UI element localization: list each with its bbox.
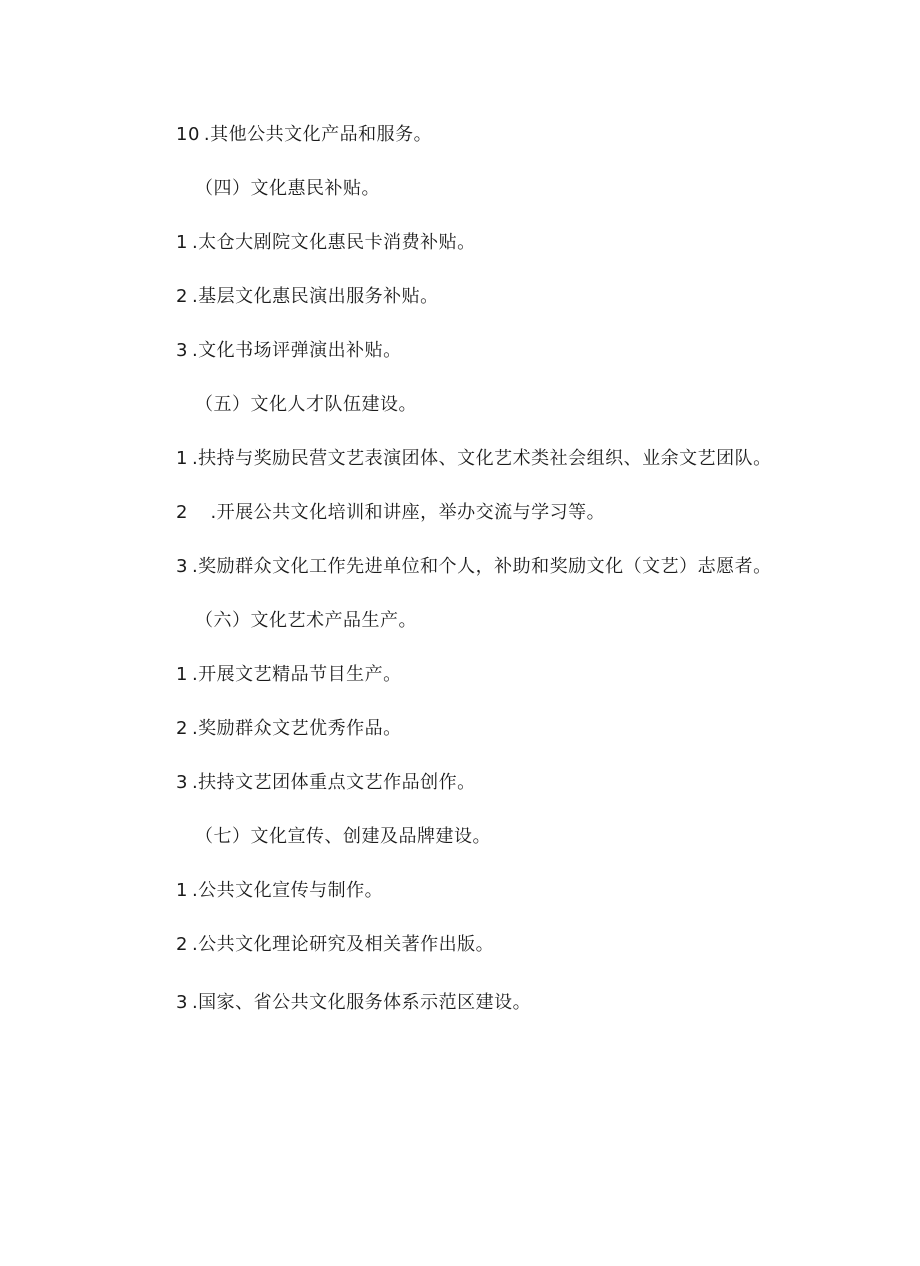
section-heading (195, 609, 417, 633)
item-number: 1 (176, 664, 188, 685)
item-text: .奖励群众文艺优秀作品。 (191, 718, 402, 739)
item-number: 2 (176, 502, 188, 523)
section-heading-text: （四）文化惠民补贴。 (195, 178, 380, 199)
item-number: 2 (176, 286, 188, 307)
item-number: 1 (176, 448, 188, 469)
list-item (176, 447, 772, 471)
section-heading-text: （六）文化艺术产品生产。 (195, 610, 417, 631)
item-number: 1 (176, 880, 188, 901)
item-text: .国家、省公共文化服务体系示范区建设。 (191, 992, 532, 1013)
item-text: .基层文化惠民演出服务补贴。 (191, 286, 439, 307)
item-text: .扶持与奖励民营文艺表演团体、文化艺术类社会组织、业余文艺团队。 (191, 448, 772, 469)
item-text: .太仓大剧院文化惠民卡消费补贴。 (191, 232, 476, 253)
item-text: .开展公共文化培训和讲座，举办交流与学习等。 (191, 502, 606, 523)
item-text: .开展文艺精品节目生产。 (191, 664, 402, 685)
item-number: 2 (176, 934, 188, 955)
item-number: 3 (176, 340, 188, 361)
list-item (176, 771, 476, 795)
section-heading (195, 825, 491, 849)
section-heading (195, 177, 380, 201)
item-text: .公共文化理论研究及相关著作出版。 (191, 934, 495, 955)
item-text: .扶持文艺团体重点文艺作品创作。 (191, 772, 476, 793)
list-item (176, 123, 432, 147)
list-item (176, 501, 605, 525)
list-item (176, 231, 476, 255)
section-heading-text: （五）文化人才队伍建设。 (195, 394, 417, 415)
item-number: 10 (176, 124, 200, 145)
list-item (176, 663, 402, 687)
item-text: .公共文化宣传与制作。 (191, 880, 384, 901)
item-number: 3 (176, 556, 188, 577)
list-item (176, 991, 531, 1015)
section-heading-text: （七）文化宣传、创建及品牌建设。 (195, 826, 491, 847)
list-item (176, 285, 439, 309)
list-item (176, 555, 772, 579)
item-number: 1 (176, 232, 188, 253)
item-text: .其他公共文化产品和服务。 (203, 124, 433, 145)
item-number: 3 (176, 772, 188, 793)
list-item (176, 339, 402, 363)
item-number: 2 (176, 718, 188, 739)
list-item (176, 879, 383, 903)
section-heading (195, 393, 417, 417)
item-text: .文化书场评弹演出补贴。 (191, 340, 402, 361)
list-item (176, 717, 402, 741)
item-text: .奖励群众文化工作先进单位和个人，补助和奖励文化（文艺）志愿者。 (191, 556, 772, 577)
item-number: 3 (176, 992, 188, 1013)
list-item (176, 933, 494, 957)
